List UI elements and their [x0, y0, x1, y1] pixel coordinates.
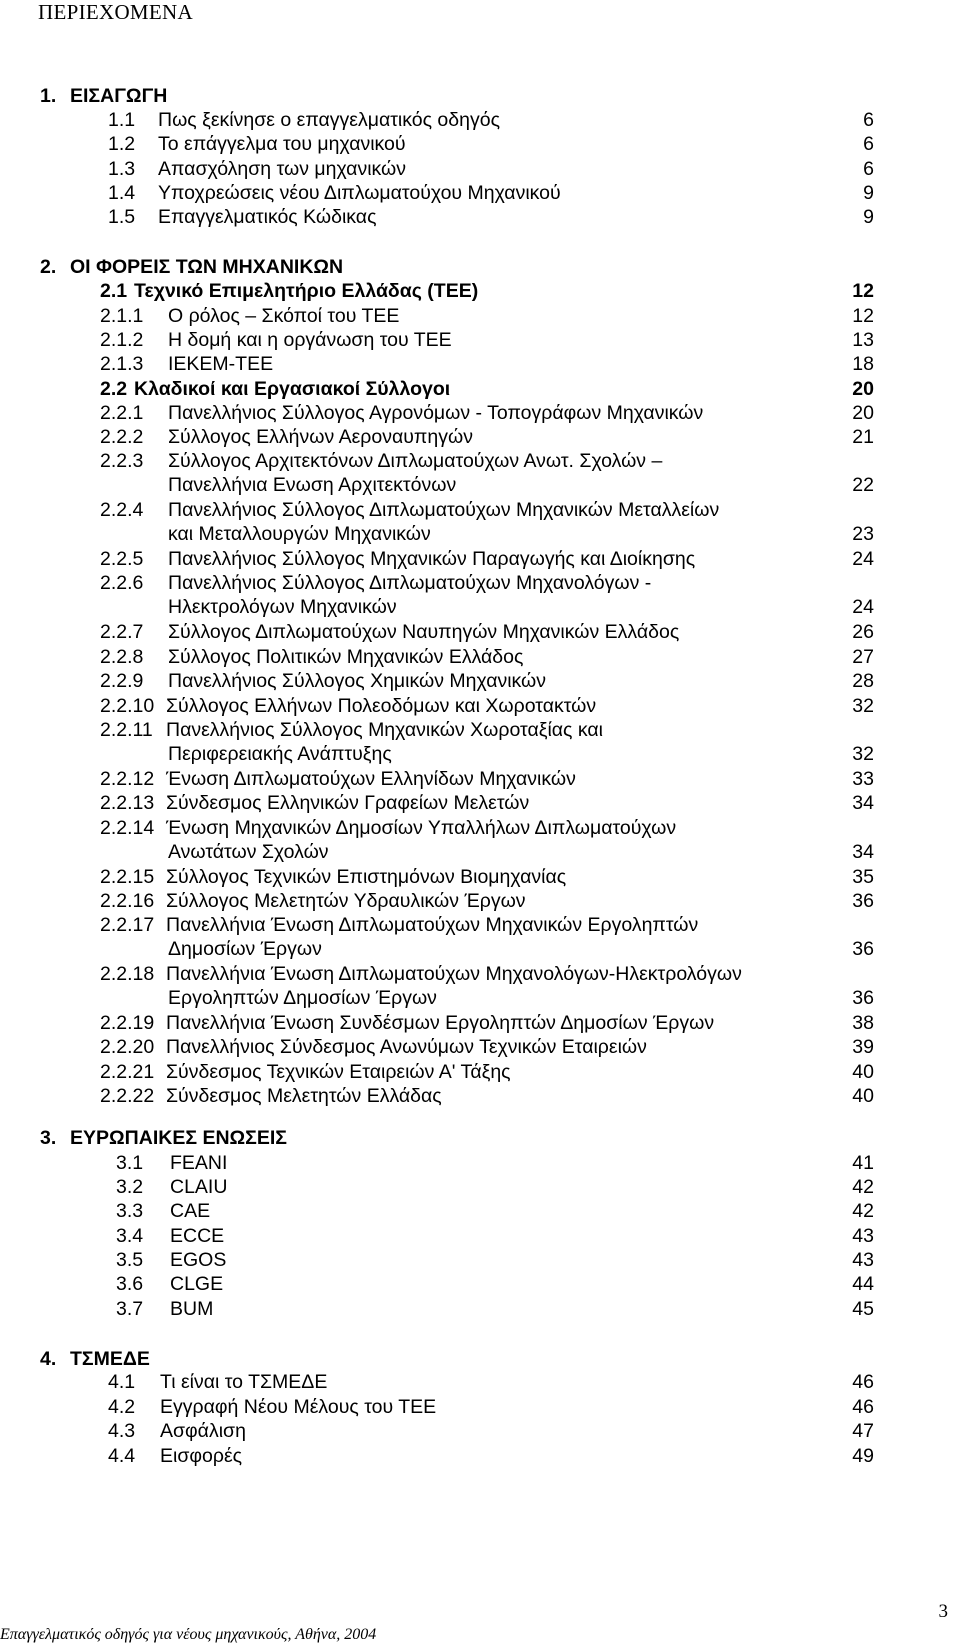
entry-number: 2.2.6 [100, 572, 144, 594]
toc-entry[interactable] [100, 352, 874, 376]
entry-title: Ένωση Διπλωματούχων Ελληνίδων Μηχανικών [166, 768, 576, 790]
toc-entry[interactable] [116, 1248, 874, 1272]
entry-number: 2.2.22 [100, 1085, 155, 1107]
toc-entry[interactable] [108, 1419, 874, 1443]
toc-entry[interactable] [100, 571, 874, 595]
entry-number: 2.1.1 [100, 305, 144, 327]
toc-entry-continuation[interactable] [100, 522, 874, 546]
entry-page-number: 35 [852, 866, 874, 888]
toc-entry[interactable] [100, 449, 874, 473]
entry-page-number: 22 [852, 474, 874, 496]
entry-title: EGOS [170, 1249, 227, 1271]
entry-page-number: 13 [852, 329, 874, 351]
toc-entry[interactable] [108, 108, 874, 132]
entry-title: Τι είναι το ΤΣΜΕΔΕ [160, 1371, 328, 1393]
entry-number: 2.1 [100, 280, 128, 302]
entry-title: Πανελλήνιος Σύλλογος Μηχανικών Χωροταξίας και [166, 719, 603, 741]
entry-number: 2.2.2 [100, 426, 144, 448]
entry-title-continued: Ανωτάτων Σχολών [168, 841, 329, 863]
entry-number: 3.3 [116, 1200, 144, 1222]
toc-entry[interactable] [100, 1060, 874, 1084]
section-title: ΕΥΡΩΠΑΙΚΕΣ ΕΝΩΣΕΙΣ [70, 1127, 287, 1149]
entry-title: Σύνδεσμος Τεχνικών Εταιρειών Α' Τάξης [166, 1061, 511, 1083]
entry-title: Πανελλήνιος Σύλλογος Διπλωματούχων Μηχανικών Μεταλλείων [168, 499, 720, 521]
entry-number: 2.2.8 [100, 646, 144, 668]
entry-page-number: 34 [852, 841, 874, 863]
toc-entry[interactable] [100, 498, 874, 522]
toc-entry[interactable] [100, 620, 874, 644]
toc-entry[interactable] [100, 279, 874, 303]
toc-entry[interactable] [108, 1370, 874, 1394]
toc-entry[interactable] [100, 865, 874, 889]
entry-page-number: 20 [852, 402, 874, 424]
entry-title-continued: Δημοσίων Έργων [168, 938, 322, 960]
toc-entry[interactable] [108, 1444, 874, 1468]
entry-title: Σύλλογος Μελετητών Υδραυλικών Έργων [166, 890, 526, 912]
entry-number: 3.1 [116, 1152, 144, 1174]
entry-page-number: 47 [852, 1420, 874, 1442]
entry-page-number: 26 [852, 621, 874, 643]
toc-entry[interactable] [116, 1297, 874, 1321]
entry-page-number: 46 [852, 1396, 874, 1418]
entry-title: Τεχνικό Επιμελητήριο Ελλάδας (ΤΕΕ) [134, 280, 479, 302]
toc-entry[interactable] [116, 1272, 874, 1296]
entry-number: 1.3 [108, 158, 136, 180]
toc-entry[interactable] [100, 816, 874, 840]
toc-entry[interactable] [100, 328, 874, 352]
toc-entry-continuation[interactable] [100, 986, 874, 1010]
entry-title: ΙΕΚΕΜ-ΤΕΕ [168, 353, 274, 375]
toc-entry[interactable] [100, 547, 874, 571]
entry-title: Σύλλογος Ελλήνων Αεροναυπηγών [168, 426, 473, 448]
entry-page-number: 34 [852, 792, 874, 814]
entry-number: 1.1 [108, 109, 136, 131]
toc-entry[interactable] [108, 181, 874, 205]
toc-entry-continuation[interactable] [100, 473, 874, 497]
entry-title: Κλαδικοί και Εργασιακοί Σύλλογοι [134, 378, 451, 400]
entry-title: Σύλλογος Πολιτικών Μηχανικών Ελλάδος [168, 646, 524, 668]
entry-number: 3.5 [116, 1249, 144, 1271]
section-number: 4. [40, 1348, 57, 1370]
entry-title: FEANI [170, 1152, 228, 1174]
entry-title: Εγγραφή Νέου Μέλους του ΤΕΕ [160, 1396, 437, 1418]
entry-page-number: 42 [852, 1200, 874, 1222]
section-number: 1. [40, 85, 57, 107]
entry-title: Πανελλήνιος Σύλλογος Αγρονόμων - Τοπογράφων Μηχανικών [168, 402, 704, 424]
section-heading [40, 84, 740, 108]
toc-entry-continuation[interactable] [100, 840, 874, 864]
entry-page-number: 6 [863, 109, 874, 131]
entry-number: 2.2.12 [100, 768, 155, 790]
entry-page-number: 9 [863, 182, 874, 204]
entry-number: 4.1 [108, 1371, 136, 1393]
entry-number: 2.2.17 [100, 914, 155, 936]
toc-entry[interactable] [100, 1084, 874, 1108]
entry-title-continued: Πανελλήνια Ενωση Αρχιτεκτόνων [168, 474, 457, 496]
entry-title: Υποχρεώσεις νέου Διπλωματούχου Μηχανικού [158, 182, 561, 204]
entry-number: 2.2.16 [100, 890, 155, 912]
toc-entry[interactable] [108, 157, 874, 181]
entry-title: CAE [170, 1200, 211, 1222]
entry-page-number: 49 [852, 1445, 874, 1467]
section-heading [40, 1347, 740, 1371]
section-number: 2. [40, 256, 57, 278]
toc-entry[interactable] [116, 1224, 874, 1248]
toc-entry[interactable] [100, 791, 874, 815]
toc-entry[interactable] [100, 889, 874, 913]
entry-title: Σύλλογος Διπλωματούχων Ναυπηγών Μηχανικών Ελλάδος [168, 621, 680, 643]
section-title: ΟΙ ΦΟΡΕΙΣ ΤΩΝ ΜΗΧΑΝΙΚΩΝ [70, 256, 344, 278]
entry-number: 4.2 [108, 1396, 136, 1418]
entry-number: 2.2.3 [100, 450, 144, 472]
entry-page-number: 43 [852, 1225, 874, 1247]
entry-title: Πανελλήνιος Σύνδεσμος Ανωνύμων Τεχνικών Εταιρειών [166, 1036, 647, 1058]
entry-page-number: 38 [852, 1012, 874, 1034]
entry-page-number: 23 [852, 523, 874, 545]
entry-title: CLGE [170, 1273, 224, 1295]
entry-number: 2.2.21 [100, 1061, 155, 1083]
entry-title: Πανελλήνια Ένωση Διπλωματούχων Μηχανολόγων-Ηλεκτρολόγων [166, 963, 742, 985]
entry-title-continued: Περιφερειακής Ανάπτυξης [168, 743, 392, 765]
entry-title: Επαγγελματικός Κώδικας [158, 206, 377, 228]
section-title: ΤΣΜΕΔΕ [70, 1348, 150, 1370]
entry-title: Σύλλογος Τεχνικών Επιστημόνων Βιομηχανίας [166, 866, 567, 888]
entry-page-number: 45 [852, 1298, 874, 1320]
entry-number: 2.2.4 [100, 499, 144, 521]
entry-title: Σύλλογος Ελλήνων Πολεοδόμων και Χωροτακτών [166, 695, 597, 717]
entry-number: 2.2.20 [100, 1036, 155, 1058]
entry-number: 2.2 [100, 378, 128, 400]
entry-page-number: 40 [852, 1061, 874, 1083]
section-heading [40, 255, 740, 279]
entry-page-number: 28 [852, 670, 874, 692]
entry-title: Πανελλήνια Ένωση Συνδέσμων Εργοληπτών Δημοσίων Έργων [166, 1012, 715, 1034]
entry-page-number: 24 [852, 548, 874, 570]
entry-title: Το επάγγελμα του μηχανικού [158, 133, 406, 155]
entry-title-continued: Ηλεκτρολόγων Μηχανικών [168, 596, 397, 618]
entry-page-number: 20 [852, 378, 874, 400]
toc-entry[interactable] [100, 1011, 874, 1035]
entry-page-number: 6 [863, 133, 874, 155]
section-heading [40, 1126, 740, 1150]
toc-entry[interactable] [100, 1035, 874, 1059]
entry-number: 2.2.7 [100, 621, 144, 643]
entry-number: 2.2.18 [100, 963, 155, 985]
entry-page-number: 46 [852, 1371, 874, 1393]
entry-page-number: 36 [852, 890, 874, 912]
entry-title: Σύνδεσμος Ελληνικών Γραφείων Μελετών [166, 792, 530, 814]
entry-page-number: 40 [852, 1085, 874, 1107]
entry-title: Ασφάλιση [160, 1420, 246, 1442]
entry-page-number: 33 [852, 768, 874, 790]
entry-title: Η δομή και η οργάνωση του ΤΕΕ [168, 329, 452, 351]
entry-number: 2.1.3 [100, 353, 144, 375]
entry-number: 4.3 [108, 1420, 136, 1442]
entry-title: Σύλλογος Αρχιτεκτόνων Διπλωματούχων Ανωτ. Σχολών – [168, 450, 663, 472]
entry-page-number: 44 [852, 1273, 874, 1295]
toc-entry[interactable] [100, 913, 874, 937]
entry-number: 2.2.1 [100, 402, 144, 424]
entry-page-number: 12 [852, 305, 874, 327]
toc-entry[interactable] [100, 401, 874, 425]
entry-number: 1.5 [108, 206, 136, 228]
entry-page-number: 27 [852, 646, 874, 668]
entry-page-number: 9 [863, 206, 874, 228]
toc-entry[interactable] [100, 304, 874, 328]
toc-entry-continuation[interactable] [100, 937, 874, 961]
entry-number: 3.6 [116, 1273, 144, 1295]
entry-number: 2.2.14 [100, 817, 155, 839]
toc-entry[interactable] [116, 1199, 874, 1223]
entry-page-number: 43 [852, 1249, 874, 1271]
toc-entry[interactable] [100, 767, 874, 791]
entry-number: 3.2 [116, 1176, 144, 1198]
entry-number: 2.2.5 [100, 548, 144, 570]
entry-page-number: 36 [852, 987, 874, 1009]
entry-number: 3.7 [116, 1298, 144, 1320]
toc-entry[interactable] [116, 1175, 874, 1199]
entry-page-number: 32 [852, 695, 874, 717]
entry-title: Πανελλήνια Ένωση Διπλωματούχων Μηχανικών Εργοληπτών [166, 914, 699, 936]
toc-entry[interactable] [108, 1395, 874, 1419]
entry-number: 2.2.10 [100, 695, 155, 717]
entry-page-number: 21 [852, 426, 874, 448]
entry-page-number: 41 [852, 1152, 874, 1174]
entry-title: Πανελλήνιος Σύλλογος Μηχανικών Παραγωγής και Διοίκησης [168, 548, 696, 570]
entry-title: Πανελλήνιος Σύλλογος Διπλωματούχων Μηχανολόγων - [168, 572, 652, 594]
entry-page-number: 39 [852, 1036, 874, 1058]
entry-number: 1.2 [108, 133, 136, 155]
section-title: ΕΙΣΑΓΩΓΗ [70, 85, 168, 107]
entry-page-number: 32 [852, 743, 874, 765]
toc-entry[interactable] [100, 377, 874, 401]
section-number: 3. [40, 1127, 57, 1149]
page-number: 3 [938, 1601, 948, 1622]
toc-entry[interactable] [100, 962, 874, 986]
entry-number: 2.2.13 [100, 792, 155, 814]
entry-number: 2.2.11 [100, 719, 153, 741]
entry-title: Ένωση Μηχανικών Δημοσίων Υπαλλήλων Διπλωματούχων [166, 817, 677, 839]
entry-number: 2.2.9 [100, 670, 144, 692]
entry-title: Απασχόληση των μηχανικών [158, 158, 407, 180]
entry-page-number: 12 [852, 280, 874, 302]
footer-text: Επαγγελματικός οδηγός για νέους μηχανικούς, Αθήνα, 2004 [0, 1626, 377, 1643]
entry-title: CLAIU [170, 1176, 228, 1198]
toc-entry[interactable] [100, 425, 874, 449]
entry-title: Σύνδεσμος Μελετητών Ελλάδας [166, 1085, 442, 1107]
entry-number: 3.4 [116, 1225, 144, 1247]
entry-title: ECCE [170, 1225, 225, 1247]
toc-entry[interactable] [116, 1151, 874, 1175]
toc-entry[interactable] [100, 718, 874, 742]
entry-number: 1.4 [108, 182, 136, 204]
entry-title: Πως ξεκίνησε ο επαγγελματικός οδηγός [158, 109, 500, 131]
entry-page-number: 6 [863, 158, 874, 180]
toc-entry-continuation[interactable] [100, 742, 874, 766]
entry-title: Εισφορές [160, 1445, 243, 1467]
entry-title: BUM [170, 1298, 214, 1320]
entry-page-number: 24 [852, 596, 874, 618]
entry-page-number: 42 [852, 1176, 874, 1198]
toc-entry[interactable] [100, 694, 874, 718]
entry-number: 2.2.15 [100, 866, 155, 888]
toc-entry[interactable] [108, 205, 874, 229]
entry-title: Ο ρόλος – Σκόποί του ΤΕΕ [168, 305, 400, 327]
toc-entry[interactable] [100, 669, 874, 693]
entry-number: 4.4 [108, 1445, 136, 1467]
entry-number: 2.2.19 [100, 1012, 155, 1034]
entry-title: Πανελλήνιος Σύλλογος Χημικών Μηχανικών [168, 670, 547, 692]
toc-entry[interactable] [108, 132, 874, 156]
entry-title-continued: Εργοληπτών Δημοσίων Έργων [168, 987, 437, 1009]
entry-page-number: 36 [852, 938, 874, 960]
page-title: ΠΕΡΙΕΧΟΜΕΝΑ [38, 0, 193, 24]
entry-number: 2.1.2 [100, 329, 144, 351]
entry-title-continued: και Μεταλλουργών Μηχανικών [168, 523, 431, 545]
toc-entry[interactable] [100, 645, 874, 669]
toc-entry-continuation[interactable] [100, 595, 874, 619]
entry-page-number: 18 [852, 353, 874, 375]
